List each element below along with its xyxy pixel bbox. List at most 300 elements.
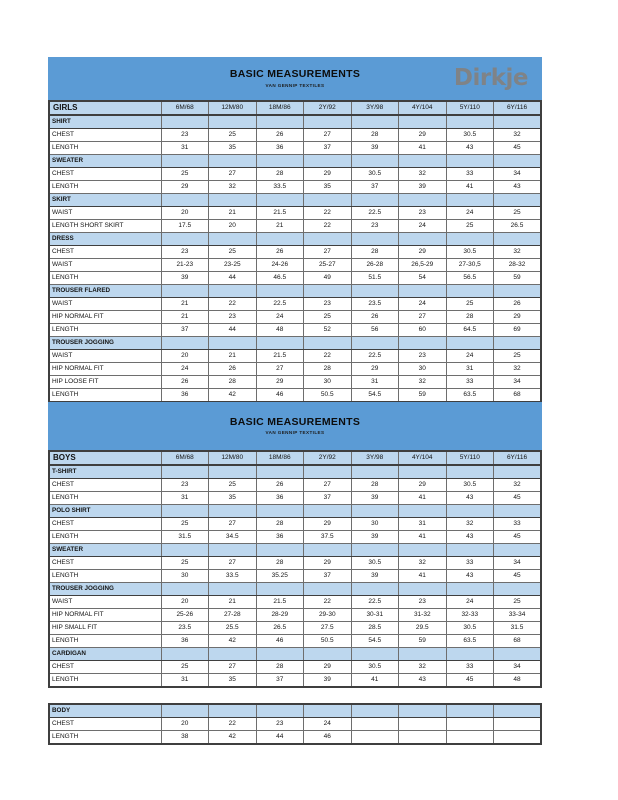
measurement-cell: 29 — [351, 363, 399, 376]
section-empty-cell — [304, 233, 352, 246]
table-row — [49, 272, 541, 285]
measurement-cell: 36 — [256, 531, 304, 544]
measurement-cell: 63.5 — [446, 389, 494, 403]
section-empty-cell — [161, 155, 209, 168]
table-row — [49, 609, 541, 622]
measurement-cell: 27 — [304, 479, 352, 492]
measurement-cell: 27 — [399, 311, 447, 324]
measurement-cell: 48 — [256, 324, 304, 337]
section-empty-cell — [161, 583, 209, 596]
measurement-cell: 23-25 — [209, 259, 257, 272]
measurement-cell: 27 — [256, 363, 304, 376]
measurement-cell: 27 — [304, 246, 352, 259]
girls-section — [48, 57, 542, 403]
measurement-cell: 45 — [494, 570, 542, 583]
measurement-cell: 46.5 — [256, 272, 304, 285]
column-header-row — [49, 451, 541, 465]
section-empty-cell — [399, 115, 447, 129]
column-header-row — [49, 101, 541, 115]
measurement-cell: 30 — [351, 518, 399, 531]
section-empty-cell — [399, 583, 447, 596]
section-empty-cell — [161, 648, 209, 661]
measurement-cell: 35 — [209, 492, 257, 505]
measurement-cell: 28 — [304, 363, 352, 376]
measurement-cell: 29 — [399, 129, 447, 142]
measurement-cell: 27 — [209, 557, 257, 570]
measurement-cell: 39 — [351, 142, 399, 155]
section-header-row — [49, 505, 541, 518]
measurement-cell: 27 — [209, 168, 257, 181]
section-empty-cell — [351, 285, 399, 298]
section-empty-cell — [304, 337, 352, 350]
measurement-cell: 23 — [161, 246, 209, 259]
section-empty-cell — [399, 194, 447, 207]
girls-banner — [48, 57, 542, 100]
measurement-cell: 25 — [161, 518, 209, 531]
measurement-cell: 21.5 — [256, 350, 304, 363]
table-row — [49, 311, 541, 324]
measurement-cell: 30.5 — [351, 661, 399, 674]
measurement-cell: 30.5 — [351, 557, 399, 570]
measurement-cell: 37 — [351, 181, 399, 194]
measurement-cell: 29 — [304, 661, 352, 674]
measurement-cell: 22 — [304, 350, 352, 363]
measurement-cell: 26 — [256, 479, 304, 492]
measurement-cell: 33.5 — [256, 181, 304, 194]
measurement-cell: 29 — [399, 479, 447, 492]
measurement-cell: 56 — [351, 324, 399, 337]
table-group-title: BOYS — [49, 451, 161, 465]
section-empty-cell — [446, 285, 494, 298]
table-row — [49, 674, 541, 688]
body-section — [48, 703, 542, 745]
measurement-cell: 22 — [304, 220, 352, 233]
measurement-cell: 25 — [446, 298, 494, 311]
measurement-cell: 43 — [446, 142, 494, 155]
table-row — [49, 389, 541, 403]
section-empty-cell — [446, 704, 494, 718]
section-empty-cell — [161, 465, 209, 479]
section-empty-cell — [351, 583, 399, 596]
measurement-cell: 25 — [161, 557, 209, 570]
measurement-cell: 29 — [399, 246, 447, 259]
measurement-cell: 24 — [256, 311, 304, 324]
measurement-cell: 48 — [494, 674, 542, 688]
table-row — [49, 259, 541, 272]
measurement-cell: 28 — [351, 479, 399, 492]
section-empty-cell — [256, 285, 304, 298]
measurement-cell: 59 — [399, 635, 447, 648]
row-label: CHEST — [49, 479, 161, 492]
section-empty-cell — [446, 115, 494, 129]
measurement-cell: 34 — [494, 168, 542, 181]
measurement-cell: 35 — [209, 674, 257, 688]
section-empty-cell — [209, 505, 257, 518]
measurement-cell: 27-28 — [209, 609, 257, 622]
measurement-cell: 32 — [494, 479, 542, 492]
measurement-cell: 32 — [399, 168, 447, 181]
measurement-cell: 39 — [161, 272, 209, 285]
measurement-cell: 37 — [161, 324, 209, 337]
measurement-cell: 30.5 — [446, 129, 494, 142]
measurement-cell: 26 — [209, 363, 257, 376]
measurement-cell: 69 — [494, 324, 542, 337]
size-column-header: 6Y/116 — [494, 101, 542, 115]
measurement-cell: 25 — [161, 168, 209, 181]
measurement-cell: 45 — [494, 531, 542, 544]
section-empty-cell — [304, 285, 352, 298]
size-column-header: 18M/86 — [256, 101, 304, 115]
measurement-cell: 26.5 — [494, 220, 542, 233]
table-row — [49, 557, 541, 570]
section-empty-cell — [256, 505, 304, 518]
section-empty-cell — [399, 337, 447, 350]
measurement-cell: 20 — [209, 220, 257, 233]
document-subtitle: VAN GENNIP TEXTILES — [265, 430, 325, 436]
section-empty-cell — [494, 704, 542, 718]
section-empty-cell — [351, 115, 399, 129]
measurement-cell: 52 — [304, 324, 352, 337]
measurement-cell: 22 — [304, 596, 352, 609]
measurement-cell: 23 — [399, 596, 447, 609]
measurement-cell: 43 — [446, 492, 494, 505]
measurement-cell: 27.5 — [304, 622, 352, 635]
row-label: HIP NORMAL FIT — [49, 363, 161, 376]
section-label: TROUSER JOGGING — [49, 337, 161, 350]
section-header-row — [49, 115, 541, 129]
row-label: LENGTH — [49, 324, 161, 337]
section-empty-cell — [351, 337, 399, 350]
measurement-cell: 37 — [304, 570, 352, 583]
section-empty-cell — [256, 648, 304, 661]
measurement-cell: 41 — [399, 142, 447, 155]
measurement-cell: 41 — [399, 492, 447, 505]
section-empty-cell — [446, 233, 494, 246]
measurement-cell: 31 — [161, 142, 209, 155]
size-column-header: 5Y/110 — [446, 101, 494, 115]
measurement-cell: 29 — [304, 168, 352, 181]
measurement-cell: 24 — [446, 596, 494, 609]
section-label: SWEATER — [49, 155, 161, 168]
section-empty-cell — [256, 194, 304, 207]
measurement-cell: 36 — [256, 492, 304, 505]
measurement-cell: 30.5 — [351, 168, 399, 181]
measurement-cell: 54.5 — [351, 389, 399, 403]
row-label: CHEST — [49, 718, 161, 731]
section-empty-cell — [494, 583, 542, 596]
measurement-cell: 20 — [161, 718, 209, 731]
size-column-header: 3Y/98 — [351, 451, 399, 465]
measurement-cell — [494, 731, 542, 745]
table-row — [49, 518, 541, 531]
measurement-cell: 28-29 — [256, 609, 304, 622]
measurement-cell: 21-23 — [161, 259, 209, 272]
section-empty-cell — [494, 544, 542, 557]
measurement-cell: 41 — [399, 570, 447, 583]
size-column-header: 18M/86 — [256, 451, 304, 465]
measurement-cell: 25 — [494, 207, 542, 220]
section-label: SWEATER — [49, 544, 161, 557]
section-label: BODY — [49, 704, 161, 718]
measurement-cell — [351, 718, 399, 731]
measurement-cell: 36 — [161, 389, 209, 403]
section-empty-cell — [209, 704, 257, 718]
table-row — [49, 492, 541, 505]
measurement-cell: 34 — [494, 376, 542, 389]
section-header-row — [49, 583, 541, 596]
section-empty-cell — [351, 544, 399, 557]
section-empty-cell — [399, 155, 447, 168]
measurement-cell: 28 — [256, 168, 304, 181]
measurement-cell: 33 — [494, 518, 542, 531]
measurement-cell: 28 — [256, 557, 304, 570]
measurement-cell: 20 — [161, 207, 209, 220]
row-label: LENGTH — [49, 492, 161, 505]
measurement-cell: 30.5 — [446, 479, 494, 492]
measurement-cell: 21.5 — [256, 207, 304, 220]
measurement-cell: 21 — [209, 596, 257, 609]
section-label: CARDIGAN — [49, 648, 161, 661]
measurement-cell: 26 — [494, 298, 542, 311]
measurement-cell: 22 — [209, 718, 257, 731]
section-empty-cell — [446, 155, 494, 168]
row-label: LENGTH — [49, 635, 161, 648]
row-label: WAIST — [49, 207, 161, 220]
section-empty-cell — [351, 194, 399, 207]
measurement-cell: 22 — [304, 207, 352, 220]
measurement-cell: 63.5 — [446, 635, 494, 648]
document-title: BASIC MEASUREMENTS — [229, 415, 361, 428]
section-empty-cell — [446, 194, 494, 207]
measurement-cell: 23 — [399, 350, 447, 363]
measurement-cell: 27 — [209, 518, 257, 531]
section-empty-cell — [304, 465, 352, 479]
measurement-cell — [446, 718, 494, 731]
table-row — [49, 718, 541, 731]
measurement-cell: 21 — [209, 350, 257, 363]
section-empty-cell — [446, 337, 494, 350]
row-label: HIP NORMAL FIT — [49, 311, 161, 324]
row-label: WAIST — [49, 259, 161, 272]
measurement-cell: 22.5 — [256, 298, 304, 311]
measurement-cell: 45 — [494, 492, 542, 505]
measurement-cell: 25-26 — [161, 609, 209, 622]
table-row — [49, 207, 541, 220]
section-empty-cell — [351, 704, 399, 718]
section-empty-cell — [494, 337, 542, 350]
measurement-cell: 32 — [494, 363, 542, 376]
measurement-cell: 38 — [161, 731, 209, 745]
measurement-cell: 32-33 — [446, 609, 494, 622]
measurement-cell: 22 — [209, 298, 257, 311]
row-label: LENGTH — [49, 272, 161, 285]
table-row — [49, 246, 541, 259]
measurement-cell — [446, 731, 494, 745]
measurement-cell: 28 — [256, 518, 304, 531]
measurement-cell: 32 — [399, 557, 447, 570]
measurement-cell: 25 — [209, 246, 257, 259]
measurement-cell: 30-31 — [351, 609, 399, 622]
section-empty-cell — [494, 115, 542, 129]
section-empty-cell — [209, 233, 257, 246]
measurement-cell: 20 — [161, 350, 209, 363]
measurement-cell: 46 — [256, 635, 304, 648]
measurement-cell: 27-30,5 — [446, 259, 494, 272]
section-empty-cell — [209, 648, 257, 661]
body-size-table — [48, 703, 542, 745]
measurement-cell: 31 — [351, 376, 399, 389]
measurement-cell: 44 — [209, 272, 257, 285]
measurement-cell: 27 — [209, 661, 257, 674]
section-empty-cell — [494, 648, 542, 661]
section-empty-cell — [161, 337, 209, 350]
row-label: LENGTH — [49, 181, 161, 194]
table-row — [49, 168, 541, 181]
section-empty-cell — [494, 465, 542, 479]
table-row — [49, 142, 541, 155]
measurement-cell: 32 — [446, 518, 494, 531]
section-empty-cell — [351, 465, 399, 479]
section-empty-cell — [494, 155, 542, 168]
section-empty-cell — [256, 583, 304, 596]
measurement-cell: 42 — [209, 389, 257, 403]
section-empty-cell — [209, 465, 257, 479]
measurement-cell: 32 — [209, 181, 257, 194]
measurement-cell: 23 — [256, 718, 304, 731]
measurement-cell: 37 — [304, 492, 352, 505]
section-empty-cell — [494, 233, 542, 246]
measurement-cell: 27 — [304, 129, 352, 142]
measurement-cell: 30.5 — [446, 622, 494, 635]
measurement-cell: 21 — [256, 220, 304, 233]
section-label: DRESS — [49, 233, 161, 246]
section-empty-cell — [399, 544, 447, 557]
section-empty-cell — [209, 337, 257, 350]
row-label: LENGTH — [49, 389, 161, 403]
measurement-cell: 26 — [256, 129, 304, 142]
measurement-cell: 49 — [304, 272, 352, 285]
measurement-cell: 30 — [304, 376, 352, 389]
measurement-cell: 34 — [494, 557, 542, 570]
section-empty-cell — [256, 465, 304, 479]
measurement-cell: 44 — [209, 324, 257, 337]
table-row — [49, 376, 541, 389]
measurement-cell: 33.5 — [209, 570, 257, 583]
measurement-cell: 24 — [446, 207, 494, 220]
section-empty-cell — [256, 115, 304, 129]
table-row — [49, 596, 541, 609]
measurement-cell: 24 — [446, 350, 494, 363]
measurement-cell: 26,5-29 — [399, 259, 447, 272]
boys-section — [48, 402, 542, 688]
row-label: LENGTH SHORT SKIRT — [49, 220, 161, 233]
section-label: POLO SHIRT — [49, 505, 161, 518]
measurement-cell: 30.5 — [446, 246, 494, 259]
section-empty-cell — [446, 544, 494, 557]
measurement-cell: 31 — [446, 363, 494, 376]
measurement-cell: 51.5 — [351, 272, 399, 285]
measurement-cell: 23.5 — [161, 622, 209, 635]
measurement-cell: 28-32 — [494, 259, 542, 272]
section-label: TROUSER FLARED — [49, 285, 161, 298]
document-title: BASIC MEASUREMENTS — [229, 68, 361, 81]
size-column-header: 5Y/110 — [446, 451, 494, 465]
table-row — [49, 363, 541, 376]
row-label: LENGTH — [49, 731, 161, 745]
measurement-cell: 29.5 — [399, 622, 447, 635]
measurement-cell: 39 — [304, 674, 352, 688]
section-label: SHIRT — [49, 115, 161, 129]
section-empty-cell — [399, 704, 447, 718]
section-empty-cell — [209, 285, 257, 298]
measurement-cell: 24 — [304, 718, 352, 731]
measurement-cell: 68 — [494, 389, 542, 403]
measurement-cell: 43 — [399, 674, 447, 688]
table-row — [49, 622, 541, 635]
section-empty-cell — [256, 337, 304, 350]
measurement-cell: 33 — [446, 557, 494, 570]
measurement-cell: 23.5 — [351, 298, 399, 311]
measurement-cell: 60 — [399, 324, 447, 337]
section-empty-cell — [161, 285, 209, 298]
measurement-cell: 39 — [351, 492, 399, 505]
section-empty-cell — [446, 505, 494, 518]
size-column-header: 4Y/104 — [399, 101, 447, 115]
section-empty-cell — [399, 233, 447, 246]
boys-size-table — [48, 450, 542, 688]
section-header-row — [49, 465, 541, 479]
row-label: WAIST — [49, 596, 161, 609]
measurement-cell: 31.5 — [161, 531, 209, 544]
measurement-cell: 31 — [161, 492, 209, 505]
measurement-cell — [399, 731, 447, 745]
measurement-cell: 29 — [494, 311, 542, 324]
section-empty-cell — [351, 155, 399, 168]
size-column-header: 6M/68 — [161, 451, 209, 465]
table-group-title: GIRLS — [49, 101, 161, 115]
table-row — [49, 635, 541, 648]
row-label: LENGTH — [49, 570, 161, 583]
table-row — [49, 731, 541, 745]
size-column-header: 6M/68 — [161, 101, 209, 115]
measurement-cell: 64.5 — [446, 324, 494, 337]
section-label: SKIRT — [49, 194, 161, 207]
section-empty-cell — [446, 465, 494, 479]
section-empty-cell — [304, 194, 352, 207]
table-row — [49, 531, 541, 544]
measurement-cell: 25 — [209, 129, 257, 142]
measurement-cell: 42 — [209, 635, 257, 648]
section-empty-cell — [209, 194, 257, 207]
measurement-cell: 28 — [256, 661, 304, 674]
measurement-cell: 31 — [399, 518, 447, 531]
measurement-cell: 35 — [304, 181, 352, 194]
measurement-cell: 25 — [161, 661, 209, 674]
measurement-cell — [351, 731, 399, 745]
row-label: CHEST — [49, 246, 161, 259]
measurement-cell: 35.25 — [256, 570, 304, 583]
measurement-cell: 25-27 — [304, 259, 352, 272]
measurement-cell: 26.5 — [256, 622, 304, 635]
measurement-cell: 21.5 — [256, 596, 304, 609]
section-empty-cell — [209, 544, 257, 557]
measurement-cell: 23 — [209, 311, 257, 324]
table-row — [49, 479, 541, 492]
section-empty-cell — [209, 583, 257, 596]
measurement-cell: 29 — [304, 518, 352, 531]
measurement-cell: 45 — [446, 674, 494, 688]
measurement-cell: 68 — [494, 635, 542, 648]
